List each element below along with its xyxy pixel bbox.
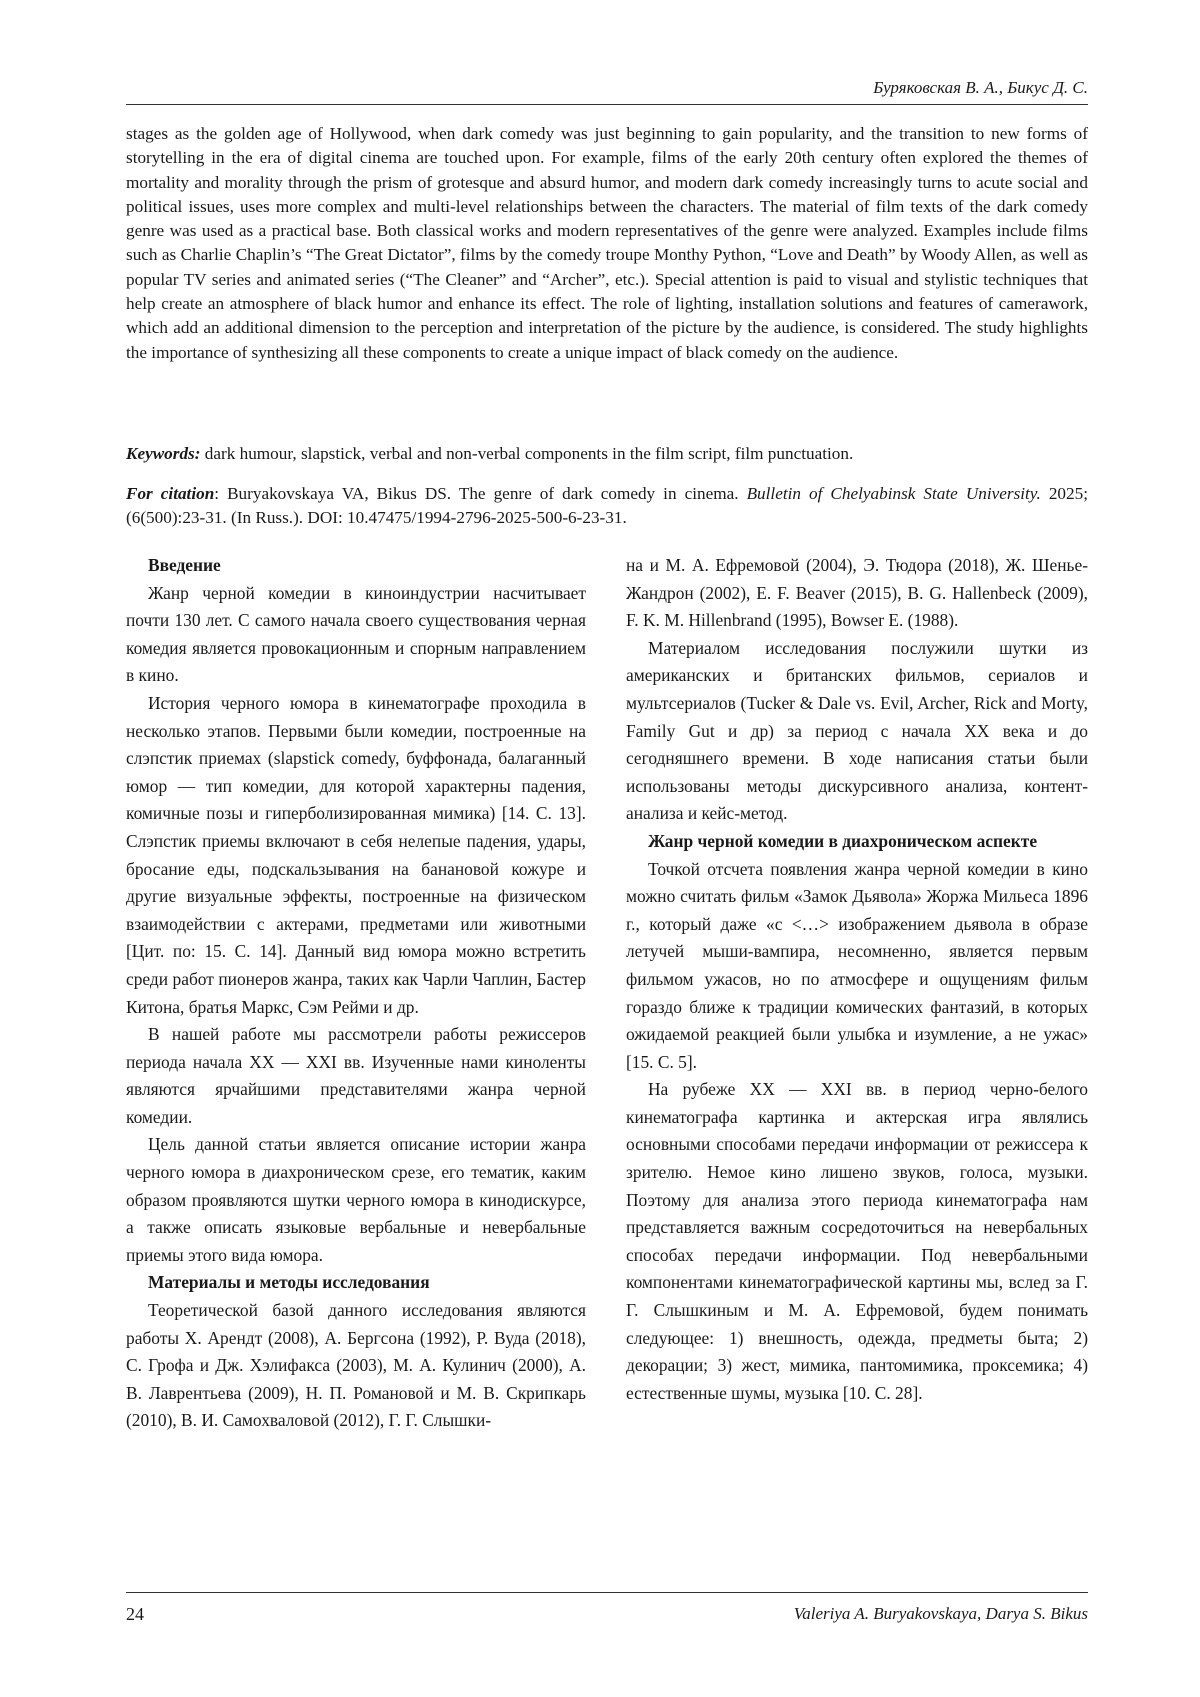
citation-label: For citation <box>126 484 215 503</box>
right-paragraph-1: на и М. А. Ефремовой (2004), Э. Тюдора (2018), Ж. Шенье-Жандрон (2002), E. F. Beaver (2015), B. G. Hallenbeck (2009), F. K. M. Hillenbrand (1995), Bowser E. (1988). <box>626 555 1088 631</box>
keywords-text: dark humour, slapstick, verbal and non-verbal components in the film script, film punctuation. <box>200 444 854 463</box>
intro-heading: Введение <box>148 555 221 575</box>
left-paragraph-4: Цель данной статьи является описание истории жанра черного юмора в диахроническом срезе, его тематик, каким образом проявляются шутки черного юмора в кинодискурсе, а также описать языковые вербальные и невербальные приемы этого вида юмора. <box>126 1134 586 1265</box>
page-number: 24 <box>126 1604 144 1624</box>
footer-authors: Valeriya A. Buryakovskaya, Darya S. Bikus <box>793 1604 1088 1623</box>
right-paragraph-4: На рубеже XX — XXI вв. в период черно-белого кинематографа картинка и актерская игра являлись основными способами передачи информации от режиссера к зрителю. Немое кино лишено звуков, голоса, музыки. Поэтому для анализа этого периода кинематографа нам представляется важным сосредоточиться на невербальных способах передачи информации. Под невербальными компонентами кинематографической картины мы, вслед за Г. Г. Слышкиным и М. А. Ефремовой, будем понимать следующее: 1) внешность, одежда, предметы быта; 2) декорации; 3) жест, мимика, пантомимика, проксемика; 4) естественные шумы, музыка [10. С. 28]. <box>626 1079 1088 1403</box>
left-column <box>126 552 586 1435</box>
keywords <box>126 442 1088 466</box>
left-paragraph-2: История черного юмора в кинематографе проходила в несколько этапов. Первыми были комедии, построенные на слэпстик приемах (slapstick comedy, буффонада, балаганный юмор — тип комедии, для которой характерны падения, комичные позы и гиперболизированная мимика) [14. С. 13]. Слэпстик приемы включают в себя нелепые падения, удары, бросание еды, подскальзывания на банановой кожуре и другие визуальные эффекты, построенные на физическом взаимодействии с актерами, предметами или животными [Цит. по: 15. С. 14]. Данный вид юмора можно встретить среди работ пионеров жанра, таких как Чарли Чаплин, Бастер Китона, братья Маркс, Сэм Рейми и др. <box>126 692 586 1017</box>
citation <box>126 482 1088 531</box>
citation-journal: Bulletin of Chelyabinsk State University. <box>746 484 1041 503</box>
citation-text-1: : Buryakovskaya VA, Bikus DS. The genre of dark comedy in cinema. <box>214 484 747 503</box>
right-paragraph-2: Материалом исследования послужили шутки из американских и британских фильмов, сериалов и мультсериалов (Tucker & Dale vs. Evil, Archer, Rick and Morty, Family Gut и др) за период с начала XX века и до сегодняшнего времени. В ходе написания статьи были использованы методы дискурсивного анализа, контент-анализа и кейс-метод. <box>626 637 1088 824</box>
left-paragraph-5: Теоретической базой данного исследования являются работы Х. Арендт (2008), А. Бергсона (1992), Р. Вуда (2018), С. Грофа и Дж. Хэлифакса (2003), М. А. Кулинич (2000), А. В. Лаврентьева (2009), Н. П. Романовой и М. В. Скрипкарь (2010), В. И. Самохваловой (2012), Г. Г. Слышки- <box>126 1300 586 1431</box>
header-rule <box>126 104 1088 105</box>
genre-heading: Жанр черной комедии в диахроническом аспекте <box>648 830 1038 851</box>
left-paragraph-1: Жанр черной комедии в киноиндустрии насчитывает почти 130 лет. С самого начала своего существования черная комедия является провокационным и спорным направлением в кино. <box>126 582 586 686</box>
citation-text-2: 2025;(6(500):23-31. (In Russ.). DOI: 10.47475/1994-2796-2025-500-6-23-31. <box>126 484 1088 528</box>
right-column <box>626 552 1088 1407</box>
methods-heading: Материалы и методы исследования <box>148 1272 430 1293</box>
running-head: Буряковская В. А., Бикус Д. С. <box>873 78 1088 97</box>
footer-rule <box>126 1592 1088 1593</box>
left-paragraph-3: В нашей работе мы рассмотрели работы режиссеров периода начала XX — XXI вв. Изученные нами киноленты являются ярчайшими представителями жанра черной комедии. <box>126 1024 586 1127</box>
abstract-text: stages as the golden age of Hollywood, when dark comedy was just beginning to gain popularity, and the transition to new forms of storytelling in the era of digital cinema are touched upon. For example, films of the early 20th century often explored the themes of mortality and morality through the prism of grotesque and absurd humor, and modern dark comedy increasingly turns to acute social and political issues, uses more complex and multi-level relationships between the characters. The material of film texts of the dark comedy genre was used as a practical base. Both classical works and modern representatives of the genre were analyzed. Examples include films such as Charlie Chaplin’s “The Great Dictator”, films by the comedy troupe Monthy Python, “Love and Death” by Woody Allen, as well as popular TV series and animated series (“The Cleaner” and “Archer”, etc.). Special attention is paid to visual and stylistic techniques that help create an atmosphere of black humor and enhance its effect. The role of lighting, installation solutions and features of camerawork, which add an additional dimension to the perception and interpretation of the picture by the audience, is considered. The study highlights the importance of synthesizing all these components to create a unique impact of black comedy on the audience. <box>126 124 1088 362</box>
keywords-label: Keywords: <box>126 444 201 463</box>
right-paragraph-3: Точкой отсчета появления жанра черной комедии в кино можно считать фильм «Замок Дьявола» Жоржа Мильеса 1896 г., который даже «с <…> изображением дьявола в образе летучей мыши-вампира, несомненно, является первым фильмом ужасов, но по атмосфере и ощущениям фильм гораздо ближе к традиции комических фантазий, в которых ожидаемой реакцией были улыбка и изумление, а не ужас» [15. С. 5]. <box>626 858 1088 1072</box>
